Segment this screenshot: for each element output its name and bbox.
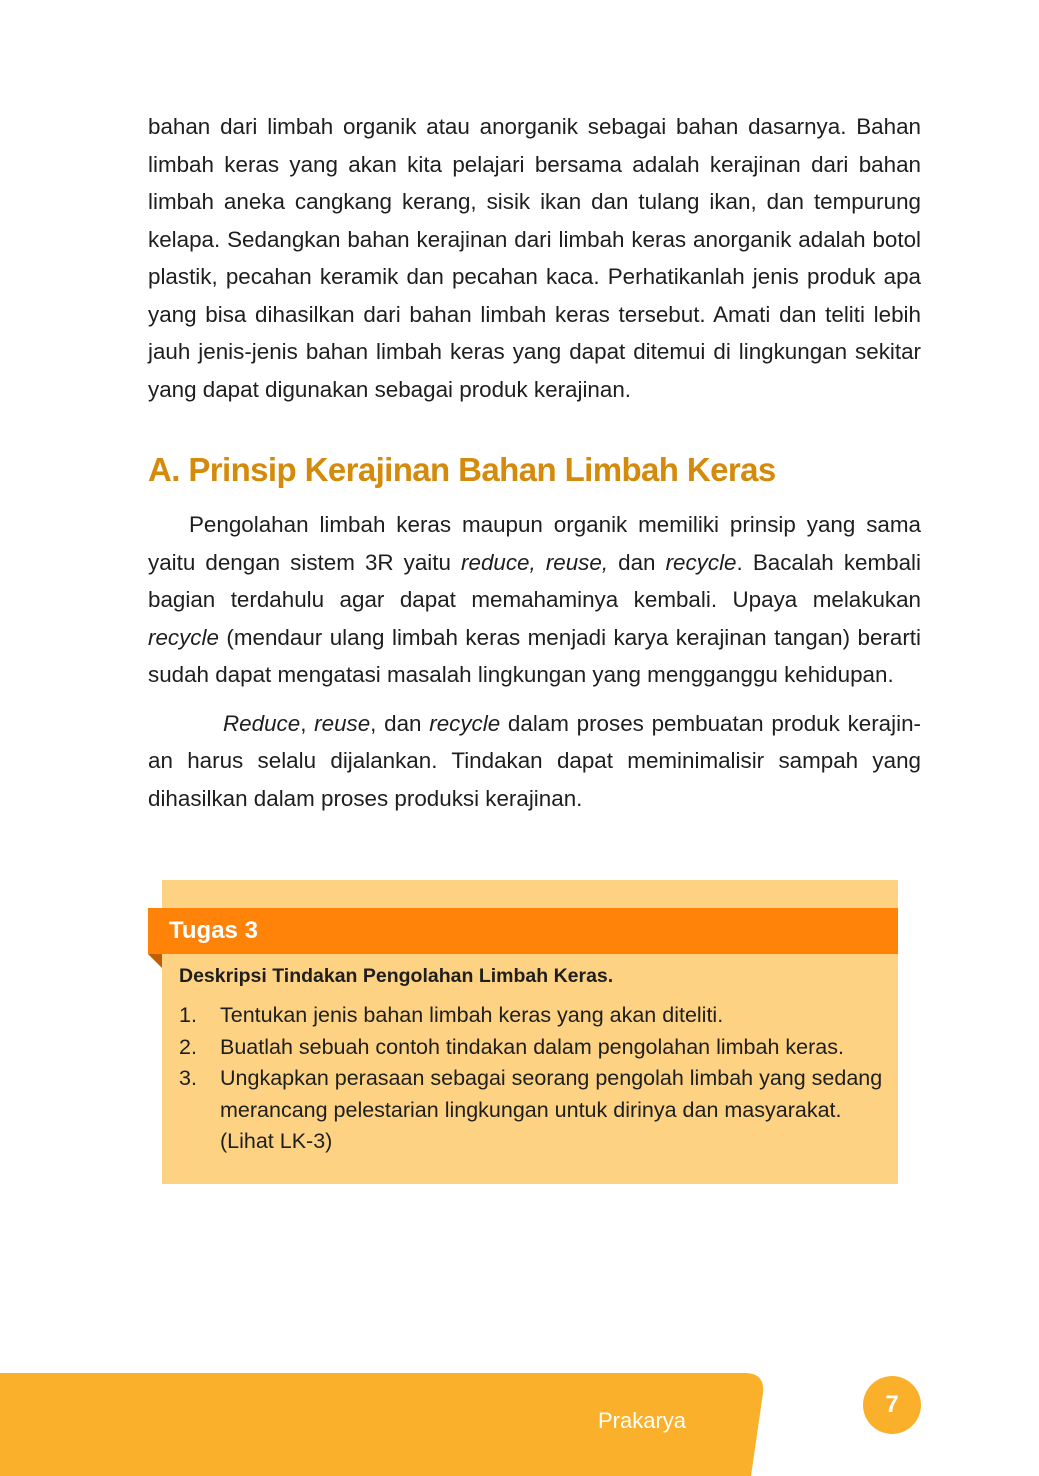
italic-term: recycle <box>429 710 501 736</box>
page-number: 7 <box>863 1376 921 1434</box>
reduce-reuse-paragraph <box>148 705 921 818</box>
text-run: (mendaur ulang limbah keras menjadi karya kerajinan tangan) berarti sudah dapat mengatasi masalah lingkungan yang mengganggu kehidupan. <box>148 624 921 687</box>
italic-term: reuse <box>314 710 371 736</box>
italic-term: Reduce <box>223 710 301 736</box>
intro-paragraph: bahan dari limbah organik atau anorganik sebagai bahan dasarnya. Bahan limbah keras yang akan kita pelajari bersama adalah kerajinan dari bahan limbah aneka cangkang kerang, sisik ikan dan tulang ikan, dan tempurung kelapa. Sedangkan bahan kerajinan dari limbah keras anorganik adalah botol plastik, pecahan keramik dan pecahan kaca. Perhatikanlah jenis produk apa yang bisa dihasilkan dari bahan limbah keras tersebut. Amati dan teliti lebih jauh jenis-jenis bahan limbah keras yang dapat ditemui di lingkungan sekitar yang dapat digunakan sebagai produk kerajinan. <box>148 114 921 402</box>
tab-fold-decoration <box>148 954 162 968</box>
item-number: 1. <box>179 1003 197 1027</box>
list-item <box>179 1000 891 1032</box>
task-list <box>179 1000 891 1158</box>
italic-term: recycle <box>665 549 737 575</box>
text-run: dalam proses pembuatan produk kerajin-an harus selalu dijalankan. Tindakan dapat meminimalisir sampah yang dihasilkan dalam proses produksi kerajinan. <box>148 710 921 811</box>
text-run: , <box>300 710 315 736</box>
footer-book-title: Prakarya <box>598 1408 687 1433</box>
text-run: Pengolahan limbah keras maupun organik memiliki prinsip yang sama yaitu dengan sistem 3R yaitu <box>148 512 921 575</box>
text-run: , dan <box>370 710 430 736</box>
main-content <box>148 108 921 817</box>
principle-paragraph <box>148 506 921 694</box>
item-text: Ungkapkan perasaan sebagai seorang pengolah limbah yang sedang merancang pelestarian lingkungan untuk dirinya dan masyarakat. (Lihat LK-3) <box>220 1066 883 1153</box>
list-item <box>179 1032 891 1064</box>
item-text: Buatlah sebuah contoh tindakan dalam pengolahan limbah keras. <box>220 1034 844 1059</box>
list-item <box>179 1063 891 1158</box>
italic-term: recycle <box>148 624 219 650</box>
text-run: . Bacalah kembali bagian terdahulu agar dapat memahaminya kembali. Upaya melakukan <box>148 549 921 612</box>
item-text: Tentukan jenis bahan limbah keras yang akan diteliti. <box>220 1003 724 1027</box>
section-heading: A. Prinsip Kerajinan Bahan Limbah Keras <box>148 451 776 488</box>
italic-term: reduce, reuse, <box>461 549 609 575</box>
text-run: dan <box>608 549 666 575</box>
task-title: Tugas 3 <box>148 908 898 954</box>
task-description: Deskripsi Tindakan Pengolahan Limbah Keras. <box>179 965 614 987</box>
item-number: 3. <box>179 1066 197 1090</box>
item-number: 2. <box>179 1034 197 1059</box>
